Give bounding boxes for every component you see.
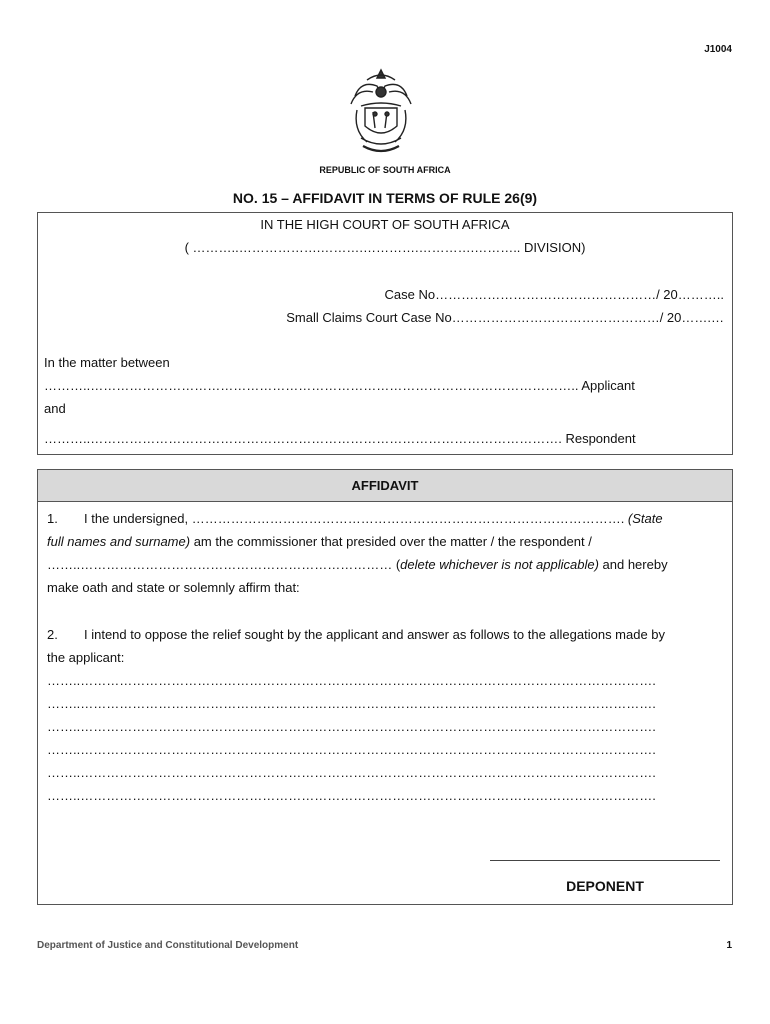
signature-line[interactable] (490, 860, 720, 861)
paragraph-1-line-2 (47, 534, 592, 550)
answer-line[interactable]: ……..……………………………………………………………………………………………………………………. (47, 673, 656, 688)
deponent-label: DEPONENT (566, 878, 644, 894)
country-name: REPUBLIC OF SOUTH AFRICA (319, 165, 451, 175)
role-field[interactable]: ……..……………………………………………………………… ( (47, 557, 401, 572)
paragraph-1-line-1 (84, 511, 663, 527)
court-name: IN THE HIGH COURT OF SOUTH AFRICA (260, 217, 510, 232)
paragraph-1-number: 1. (47, 511, 58, 526)
affidavit-heading: AFFIDAVIT (38, 470, 732, 502)
paragraph-1-line-3 (47, 557, 668, 573)
answer-line[interactable]: ……..……………………………………………………………………………………………………………………. (47, 742, 656, 757)
hereby-text: and hereby (598, 557, 668, 572)
and-label: and (44, 401, 66, 416)
division-field[interactable]: ( ………..……………….……….………….………….……….. DIVISION) (184, 240, 586, 255)
answer-line[interactable]: ……..……………………………………………………………………………………………………………………. (47, 719, 656, 734)
paragraph-2-line-2: the applicant: (47, 650, 125, 665)
form-code: J1004 (704, 44, 732, 55)
answer-line[interactable]: ……..……………………………………………………………………………………………………………………. (47, 788, 656, 803)
paragraph-2-line-1: I intend to oppose the relief sought by the applicant and answer as follows to the allegations made by (84, 627, 666, 642)
applicant-field[interactable]: ………..………………………………………………………………………………………………….. Applicant (44, 378, 635, 393)
court-details-box (37, 212, 733, 455)
form-title: NO. 15 – AFFIDAVIT IN TERMS OF RULE 26(9) (232, 190, 538, 206)
coat-of-arms-emblem (347, 66, 415, 156)
page-number: 1 (726, 940, 732, 951)
paragraph-1-line-4: make oath and state or solemnly affirm that: (47, 580, 300, 595)
state-note: (State (627, 511, 663, 526)
delete-note: delete whichever is not applicable) (400, 557, 599, 572)
matter-between-label: In the matter between (44, 355, 170, 370)
commissioner-text: am the commissioner that presided over the matter / the respondent / (190, 534, 592, 549)
footer-department: Department of Justice and Constitutional Development (37, 940, 299, 951)
full-names-note: full names and surname) (47, 534, 191, 549)
respondent-field[interactable]: ………..………………………………………………………………………………………………. Respondent (44, 431, 636, 446)
answer-line[interactable]: ……..……………………………………………………………………………………………………………………. (47, 765, 656, 780)
undersigned-field[interactable]: I the undersigned, ………………………………………………………………………………………. (84, 511, 628, 526)
case-number-field[interactable]: Case No……………………………………………/ 20……….. (384, 287, 724, 302)
small-claims-case-number-field[interactable]: Small Claims Court Case No…………………………………………/ 20…….… (286, 310, 724, 325)
answer-line[interactable]: ……..……………………………………………………………………………………………………………………. (47, 696, 656, 711)
affidavit-box (37, 469, 733, 905)
paragraph-2-number: 2. (47, 627, 58, 642)
